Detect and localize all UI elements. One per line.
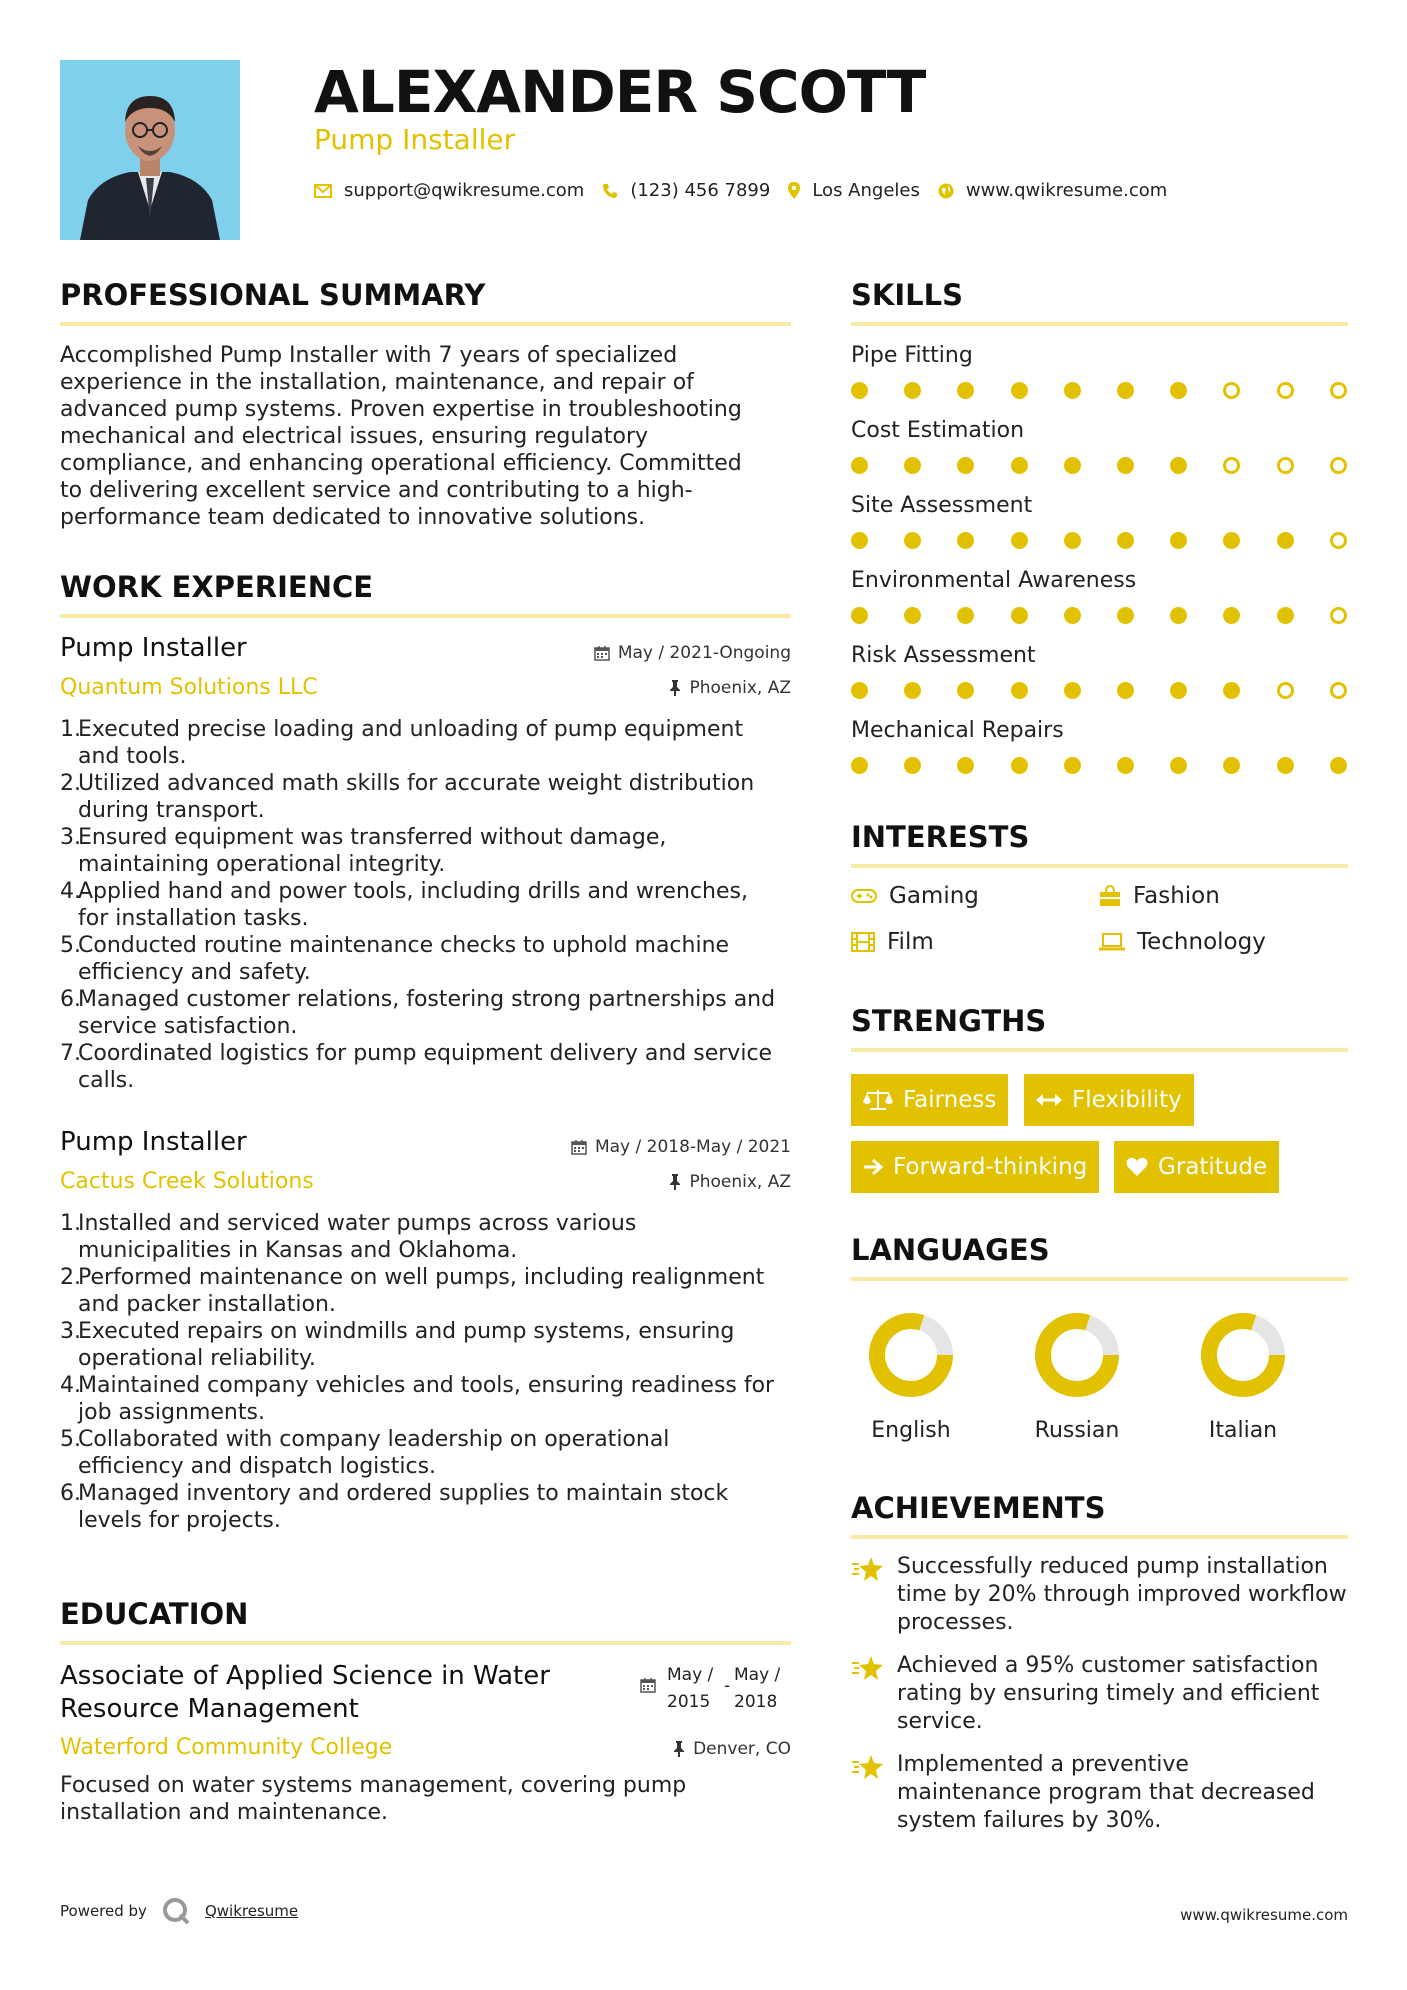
calendar-icon xyxy=(571,1139,587,1155)
interest-item-film: Film xyxy=(851,929,934,955)
language-item-russian: Russian xyxy=(1017,1310,1137,1443)
summary-line: Accomplished Pump Installer with 7 years of specialized xyxy=(60,343,678,368)
skill-name: Site Assessment xyxy=(851,493,1033,518)
person-avatar-icon xyxy=(60,60,240,240)
experience-heading: WORK EXPERIENCE xyxy=(60,570,791,618)
arrows-horizontal-icon xyxy=(1036,1093,1062,1107)
skill-dot-filled xyxy=(851,532,868,549)
school-name: Waterford Community College xyxy=(60,1735,393,1760)
education-location-text: Denver, CO xyxy=(693,1739,791,1759)
contact-location-text: Los Angeles xyxy=(812,180,920,201)
list-item: 1. Installed and serviced water pumps across various municipalities in Kansas and Oklahoma. xyxy=(60,1211,637,1263)
skills-heading: SKILLS xyxy=(851,278,1348,326)
phone-icon xyxy=(602,183,618,199)
strength-chip-flexibility: Flexibility xyxy=(1024,1074,1194,1126)
job-bullets xyxy=(60,716,801,1094)
contact-location xyxy=(788,180,920,201)
language-proficiency-donut xyxy=(866,1310,956,1400)
list-item: 6. Managed inventory and ordered supplies to maintain stock levels for projects. xyxy=(60,1481,729,1533)
education-description: Focused on water systems management, covering pump installation and maintenance. xyxy=(60,1773,687,1825)
skill-dot-filled xyxy=(851,682,868,699)
skill-rating xyxy=(851,607,1351,627)
achievement-item: Implemented a preventive maintenance program that decreased system failures by 30%. xyxy=(851,1751,1351,1835)
skill-rating xyxy=(851,457,1351,477)
skill-dot-empty xyxy=(1330,457,1347,474)
interest-item-technology: Technology xyxy=(1099,929,1266,955)
skill-dot-filled xyxy=(1011,607,1028,624)
skill-dot-empty xyxy=(1330,682,1347,699)
education-date-dash: - xyxy=(724,1676,731,1696)
summary-line: advanced pump systems. Proven expertise in troubleshooting xyxy=(60,397,742,422)
skill-dot-filled xyxy=(1170,757,1187,774)
list-item: 4. Applied hand and power tools, including drills and wrenches, for installation tasks. xyxy=(60,879,748,931)
language-proficiency-donut xyxy=(1032,1310,1122,1400)
skill-dot-filled xyxy=(957,607,974,624)
skill-dot-filled xyxy=(1117,757,1134,774)
job-location xyxy=(669,678,791,698)
job-location-text: Phoenix, AZ xyxy=(689,678,791,698)
star-icon xyxy=(851,1753,885,1781)
skill-name: Mechanical Repairs xyxy=(851,718,1064,743)
skill-dot-filled xyxy=(1011,682,1028,699)
skill-dot-filled xyxy=(957,682,974,699)
skill-dot-filled xyxy=(1223,532,1240,549)
skill-dot-filled xyxy=(904,607,921,624)
skill-name: Pipe Fitting xyxy=(851,343,973,368)
interest-item-fashion: Fashion xyxy=(1099,883,1220,909)
interest-item-gaming: Gaming xyxy=(851,883,979,909)
star-icon xyxy=(851,1555,885,1583)
skill-rating xyxy=(851,532,1351,552)
skill-dot-filled xyxy=(1170,532,1187,549)
summary-text xyxy=(60,342,791,531)
achievement-item: Achieved a 95% customer satisfaction rating by ensuring timely and efficient service. xyxy=(851,1652,1351,1736)
skill-name: Environmental Awareness xyxy=(851,568,1137,593)
language-proficiency-donut xyxy=(1198,1310,1288,1400)
skill-dot-filled xyxy=(1011,532,1028,549)
skill-dot-filled xyxy=(904,757,921,774)
heart-icon xyxy=(1126,1157,1148,1177)
skill-dot-filled xyxy=(1277,607,1294,624)
skill-dot-filled xyxy=(904,457,921,474)
contact-website-text: www.qwikresume.com xyxy=(965,180,1168,201)
list-item: 3. Executed repairs on windmills and pump systems, ensuring operational reliability. xyxy=(60,1319,735,1371)
job-location-text: Phoenix, AZ xyxy=(689,1172,791,1192)
list-item: 7. Coordinated logistics for pump equipment delivery and service calls. xyxy=(60,1041,773,1093)
skill-dot-filled xyxy=(1223,607,1240,624)
job-dates-text: May / 2018-May / 2021 xyxy=(594,1137,791,1157)
strength-chip-forward-thinking: Forward-thinking xyxy=(851,1141,1099,1193)
interests-heading: INTERESTS xyxy=(851,820,1348,868)
skill-dot-filled xyxy=(1170,457,1187,474)
skill-dot-filled xyxy=(1064,682,1081,699)
film-icon xyxy=(851,932,875,952)
list-item: 2. Utilized advanced math skills for accurate weight distribution during transport. xyxy=(60,771,755,823)
skill-dot-filled xyxy=(1117,457,1134,474)
calendar-icon xyxy=(594,645,610,661)
pushpin-icon xyxy=(673,1741,685,1757)
contact-email[interactable] xyxy=(314,180,584,201)
job-dates xyxy=(594,643,791,663)
globe-icon xyxy=(938,183,954,199)
skill-dot-filled xyxy=(851,382,868,399)
job-company: Cactus Creek Solutions xyxy=(60,1169,314,1194)
location-pin-icon xyxy=(788,182,800,199)
education-dates-icon xyxy=(640,1677,656,1697)
candidate-name: ALEXANDER SCOTT xyxy=(314,58,926,126)
footer-website[interactable]: www.qwikresume.com xyxy=(1180,1906,1348,1924)
skill-dot-filled xyxy=(851,457,868,474)
education-start-date: May / 2015 xyxy=(667,1665,714,1712)
job-title: Pump Installer xyxy=(60,1127,247,1157)
contact-phone-text: (123) 456 7899 xyxy=(630,180,771,201)
skill-dot-empty xyxy=(1223,382,1240,399)
skill-dot-filled xyxy=(1170,682,1187,699)
skill-dot-filled xyxy=(1117,382,1134,399)
list-item: 1. Executed precise loading and unloading of pump equipment and tools. xyxy=(60,717,744,769)
strength-chip-gratitude: Gratitude xyxy=(1114,1141,1279,1193)
pushpin-icon xyxy=(669,1174,681,1190)
job-bullets xyxy=(60,1210,801,1534)
job-dates xyxy=(571,1137,791,1157)
profile-photo xyxy=(60,60,240,240)
education-end-date: May / 2018 xyxy=(734,1665,781,1712)
languages-heading: LANGUAGES xyxy=(851,1233,1348,1281)
star-icon xyxy=(851,1654,885,1682)
summary-line: mechanical and electrical issues, ensuring regulatory xyxy=(60,424,649,449)
summary-line: compliance, and enhancing operational efficiency. Committed xyxy=(60,451,742,476)
skill-dot-filled xyxy=(1117,607,1134,624)
skill-dot-empty xyxy=(1277,682,1294,699)
skill-dot-empty xyxy=(1277,382,1294,399)
skill-dot-empty xyxy=(1330,532,1347,549)
skill-dot-empty xyxy=(1277,457,1294,474)
list-item: 5. Collaborated with company leadership on operational efficiency and dispatch logistics. xyxy=(60,1427,670,1479)
skill-dot-filled xyxy=(904,382,921,399)
skill-dot-filled xyxy=(957,532,974,549)
arrow-right-icon xyxy=(863,1158,883,1176)
job-dates-text: May / 2021-Ongoing xyxy=(617,643,791,663)
skill-dot-filled xyxy=(904,532,921,549)
skill-rating xyxy=(851,382,1351,402)
pushpin-icon xyxy=(669,680,681,696)
skill-dot-filled xyxy=(1330,757,1347,774)
skill-dot-filled xyxy=(1064,457,1081,474)
list-item: 2. Performed maintenance on well pumps, including realignment and packer installation. xyxy=(60,1265,765,1317)
contact-phone[interactable] xyxy=(602,180,770,201)
job-location xyxy=(669,1172,791,1192)
skill-dot-empty xyxy=(1223,457,1240,474)
strength-chip-fairness: Fairness xyxy=(851,1074,1008,1126)
contact-email-text: support@qwikresume.com xyxy=(344,180,585,201)
summary-line: experience in the installation, maintenance, and repair of xyxy=(60,370,694,395)
candidate-title: Pump Installer xyxy=(314,123,516,156)
skill-dot-filled xyxy=(1223,682,1240,699)
qwikresume-logo-icon xyxy=(161,1896,191,1926)
calendar-icon xyxy=(640,1677,656,1693)
skill-name: Cost Estimation xyxy=(851,418,1025,443)
skill-dot-filled xyxy=(1064,757,1081,774)
skill-dot-filled xyxy=(1011,382,1028,399)
skill-name: Risk Assessment xyxy=(851,643,1036,668)
skill-dot-filled xyxy=(1170,607,1187,624)
education-heading: EDUCATION xyxy=(60,1597,791,1645)
list-item: 6. Managed customer relations, fostering strong partnerships and service satisfaction. xyxy=(60,987,776,1039)
job-company: Quantum Solutions LLC xyxy=(60,675,318,700)
skill-dot-filled xyxy=(1117,532,1134,549)
footer-powered-by: Powered by Qwikresume xyxy=(60,1896,298,1926)
job-title: Pump Installer xyxy=(60,633,247,663)
skill-dot-filled xyxy=(1277,757,1294,774)
skill-dot-filled xyxy=(1011,757,1028,774)
education-location xyxy=(673,1739,791,1759)
language-item-italian: Italian xyxy=(1183,1310,1303,1443)
contact-bar xyxy=(314,180,1185,201)
skill-dot-filled xyxy=(957,382,974,399)
skill-dot-filled xyxy=(1064,607,1081,624)
envelope-icon xyxy=(314,184,332,198)
list-item: 5. Conducted routine maintenance checks to uphold machine efficiency and safety. xyxy=(60,933,730,985)
shopping-bag-icon xyxy=(1099,885,1121,907)
skill-rating xyxy=(851,682,1351,702)
skill-dot-filled xyxy=(1011,457,1028,474)
skill-rating xyxy=(851,757,1351,777)
achievement-item: Successfully reduced pump installation time by 20% through improved workflow processes. xyxy=(851,1553,1351,1637)
skill-dot-filled xyxy=(957,757,974,774)
skill-dot-filled xyxy=(851,757,868,774)
skill-dot-filled xyxy=(1064,382,1081,399)
skill-dot-filled xyxy=(904,682,921,699)
skill-dot-filled xyxy=(1277,532,1294,549)
laptop-icon xyxy=(1099,933,1125,951)
qwikresume-link[interactable]: Qwikresume xyxy=(204,1902,299,1920)
skill-dot-filled xyxy=(1170,382,1187,399)
contact-website[interactable] xyxy=(938,180,1167,201)
skill-dot-filled xyxy=(1064,532,1081,549)
skill-dot-filled xyxy=(1223,757,1240,774)
summary-heading: PROFESSIONAL SUMMARY xyxy=(60,278,791,326)
strengths-heading: STRENGTHS xyxy=(851,1004,1348,1052)
gamepad-icon xyxy=(851,888,877,904)
list-item: 4. Maintained company vehicles and tools, ensuring readiness for job assignments. xyxy=(60,1373,775,1425)
skill-dot-empty xyxy=(1330,607,1347,624)
summary-line: performance team dedicated to innovative solutions. xyxy=(60,505,646,530)
language-item-english: English xyxy=(851,1310,971,1443)
degree-title: Associate of Applied Science in Water Resource Management xyxy=(60,1661,550,1724)
skill-dot-filled xyxy=(1117,682,1134,699)
balance-scale-icon xyxy=(863,1088,893,1112)
list-item: 3. Ensured equipment was transferred without damage, maintaining operational integrity. xyxy=(60,825,667,877)
skill-dot-empty xyxy=(1330,382,1347,399)
skill-dot-filled xyxy=(957,457,974,474)
summary-line: to delivering excellent service and contributing to a high- xyxy=(60,478,693,503)
skill-dot-filled xyxy=(851,607,868,624)
achievements-heading: ACHIEVEMENTS xyxy=(851,1491,1348,1539)
